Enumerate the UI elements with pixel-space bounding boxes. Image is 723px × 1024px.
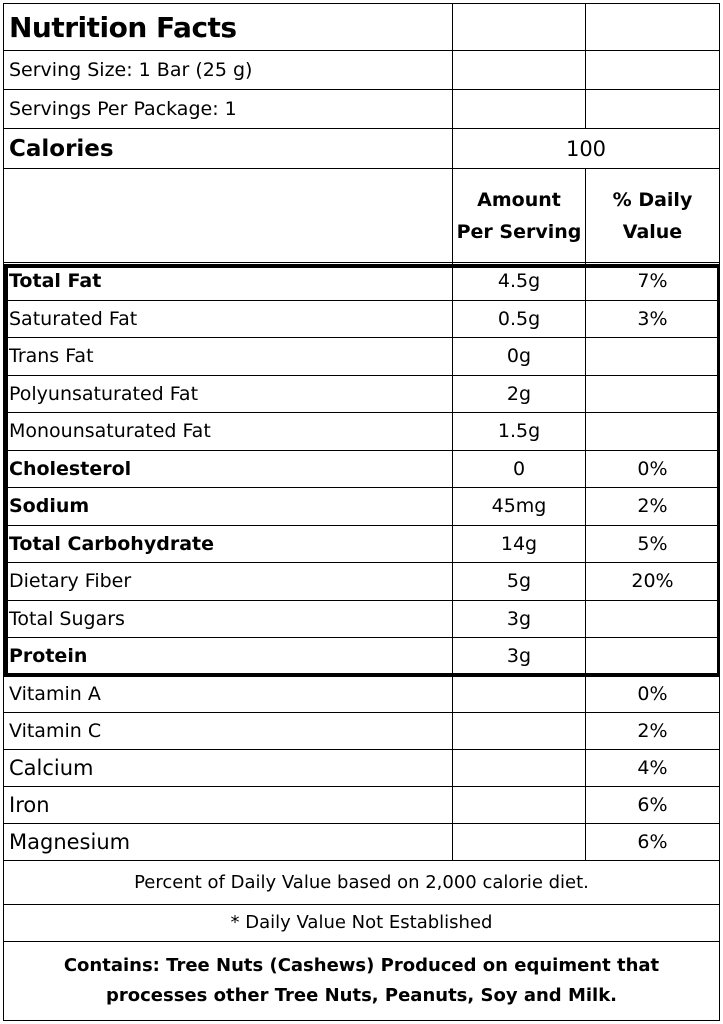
- serving-size-row: [4, 51, 720, 90]
- nutrient-name: Protein: [4, 638, 453, 676]
- vitamin-daily-value: 2%: [586, 712, 720, 749]
- footnote-daily-value: Percent of Daily Value based on 2,000 calorie diet.: [4, 860, 720, 904]
- nutrient-daily-value: 20%: [586, 563, 720, 601]
- nutrient-row: [4, 375, 720, 413]
- empty-cell: [453, 749, 586, 786]
- nutrient-row: [4, 638, 720, 676]
- nutrient-daily-value: 5%: [586, 525, 720, 563]
- vitamin-row: [4, 823, 720, 860]
- nutrient-name: Dietary Fiber: [4, 563, 453, 601]
- vitamin-row: [4, 749, 720, 786]
- footnote-dv-row: [4, 860, 720, 904]
- nutrient-row: [4, 563, 720, 601]
- empty-cell: [453, 51, 586, 90]
- nutrient-name: Trans Fat: [4, 338, 453, 376]
- servings-per-package: Servings Per Package: 1: [4, 90, 453, 129]
- nutrient-row: [4, 600, 720, 638]
- nutrient-row: [4, 450, 720, 488]
- calories-label: Calories: [4, 129, 453, 169]
- nutrient-amount: 14g: [453, 525, 586, 563]
- nutrient-row: [4, 413, 720, 451]
- footnote-not-established: * Daily Value Not Established: [4, 904, 720, 941]
- nutrient-name: Cholesterol: [4, 450, 453, 488]
- nutrient-daily-value: 7%: [586, 263, 720, 301]
- vitamin-daily-value: 0%: [586, 675, 720, 712]
- nutrient-daily-value: [586, 600, 720, 638]
- nutrient-amount: 4.5g: [453, 263, 586, 301]
- vitamin-name: Magnesium: [4, 823, 453, 860]
- allergen-row: [4, 941, 720, 1020]
- footnote-star-row: [4, 904, 720, 941]
- nutrient-daily-value: 0%: [586, 450, 720, 488]
- calories-value: 100: [453, 129, 720, 169]
- nutrient-daily-value: [586, 338, 720, 376]
- allergen-statement: Contains: Tree Nuts (Cashews) Produced on equiment that processes other Tree Nuts, Peanuts, Soy and Milk.: [4, 941, 720, 1020]
- vitamin-row: [4, 786, 720, 823]
- vitamin-row: [4, 712, 720, 749]
- calories-row: [4, 129, 720, 169]
- nutrient-daily-value: [586, 638, 720, 676]
- nutrient-amount: 0: [453, 450, 586, 488]
- nutrient-amount: 2g: [453, 375, 586, 413]
- vitamin-daily-value: 6%: [586, 786, 720, 823]
- empty-cell: [453, 786, 586, 823]
- vitamin-daily-value: 4%: [586, 749, 720, 786]
- title-row: [4, 4, 720, 51]
- nutrition-table: [3, 3, 720, 1021]
- nutrient-amount: 45mg: [453, 488, 586, 526]
- vitamin-daily-value: 6%: [586, 823, 720, 860]
- empty-cell: [453, 675, 586, 712]
- vitamin-row: [4, 675, 720, 712]
- nutrient-name: Saturated Fat: [4, 300, 453, 338]
- nutrient-amount: 3g: [453, 638, 586, 676]
- empty-cell: [586, 51, 720, 90]
- nutrient-row: [4, 263, 720, 301]
- empty-cell: [586, 4, 720, 51]
- nutrient-name: Sodium: [4, 488, 453, 526]
- nutrient-name: Monounsaturated Fat: [4, 413, 453, 451]
- nutrient-name: Total Sugars: [4, 600, 453, 638]
- vitamin-name: Calcium: [4, 749, 453, 786]
- nutrient-row: [4, 488, 720, 526]
- nutrient-daily-value: [586, 375, 720, 413]
- nutrition-facts-label: [3, 3, 719, 1021]
- dv-header-line1: % Daily: [612, 188, 693, 211]
- daily-value-header: [586, 169, 720, 263]
- column-header-row: [4, 169, 720, 263]
- nutrient-name: Polyunsaturated Fat: [4, 375, 453, 413]
- nutrient-amount: 0.5g: [453, 300, 586, 338]
- vitamin-name: Vitamin A: [4, 675, 453, 712]
- vitamin-name: Vitamin C: [4, 712, 453, 749]
- empty-cell: [4, 169, 453, 263]
- nutrient-amount: 3g: [453, 600, 586, 638]
- empty-cell: [453, 712, 586, 749]
- nutrient-daily-value: 2%: [586, 488, 720, 526]
- nutrient-daily-value: 3%: [586, 300, 720, 338]
- servings-per-package-row: [4, 90, 720, 129]
- dv-header-line2: Value: [622, 220, 683, 243]
- vitamin-name: Iron: [4, 786, 453, 823]
- serving-size: Serving Size: 1 Bar (25 g): [4, 51, 453, 90]
- nutrient-daily-value: [586, 413, 720, 451]
- nutrient-name: Total Fat: [4, 263, 453, 301]
- amount-per-serving-header: [453, 169, 586, 263]
- empty-cell: [453, 823, 586, 860]
- label-title: Nutrition Facts: [4, 4, 453, 51]
- empty-cell: [453, 90, 586, 129]
- nutrient-row: [4, 525, 720, 563]
- empty-cell: [453, 4, 586, 51]
- amount-header-line2: Per Serving: [456, 220, 582, 243]
- nutrient-name: Total Carbohydrate: [4, 525, 453, 563]
- nutrient-amount: 1.5g: [453, 413, 586, 451]
- nutrient-row: [4, 338, 720, 376]
- empty-cell: [586, 90, 720, 129]
- nutrient-amount: 0g: [453, 338, 586, 376]
- nutrient-amount: 5g: [453, 563, 586, 601]
- amount-header-line1: Amount: [477, 188, 561, 211]
- nutrient-row: [4, 300, 720, 338]
